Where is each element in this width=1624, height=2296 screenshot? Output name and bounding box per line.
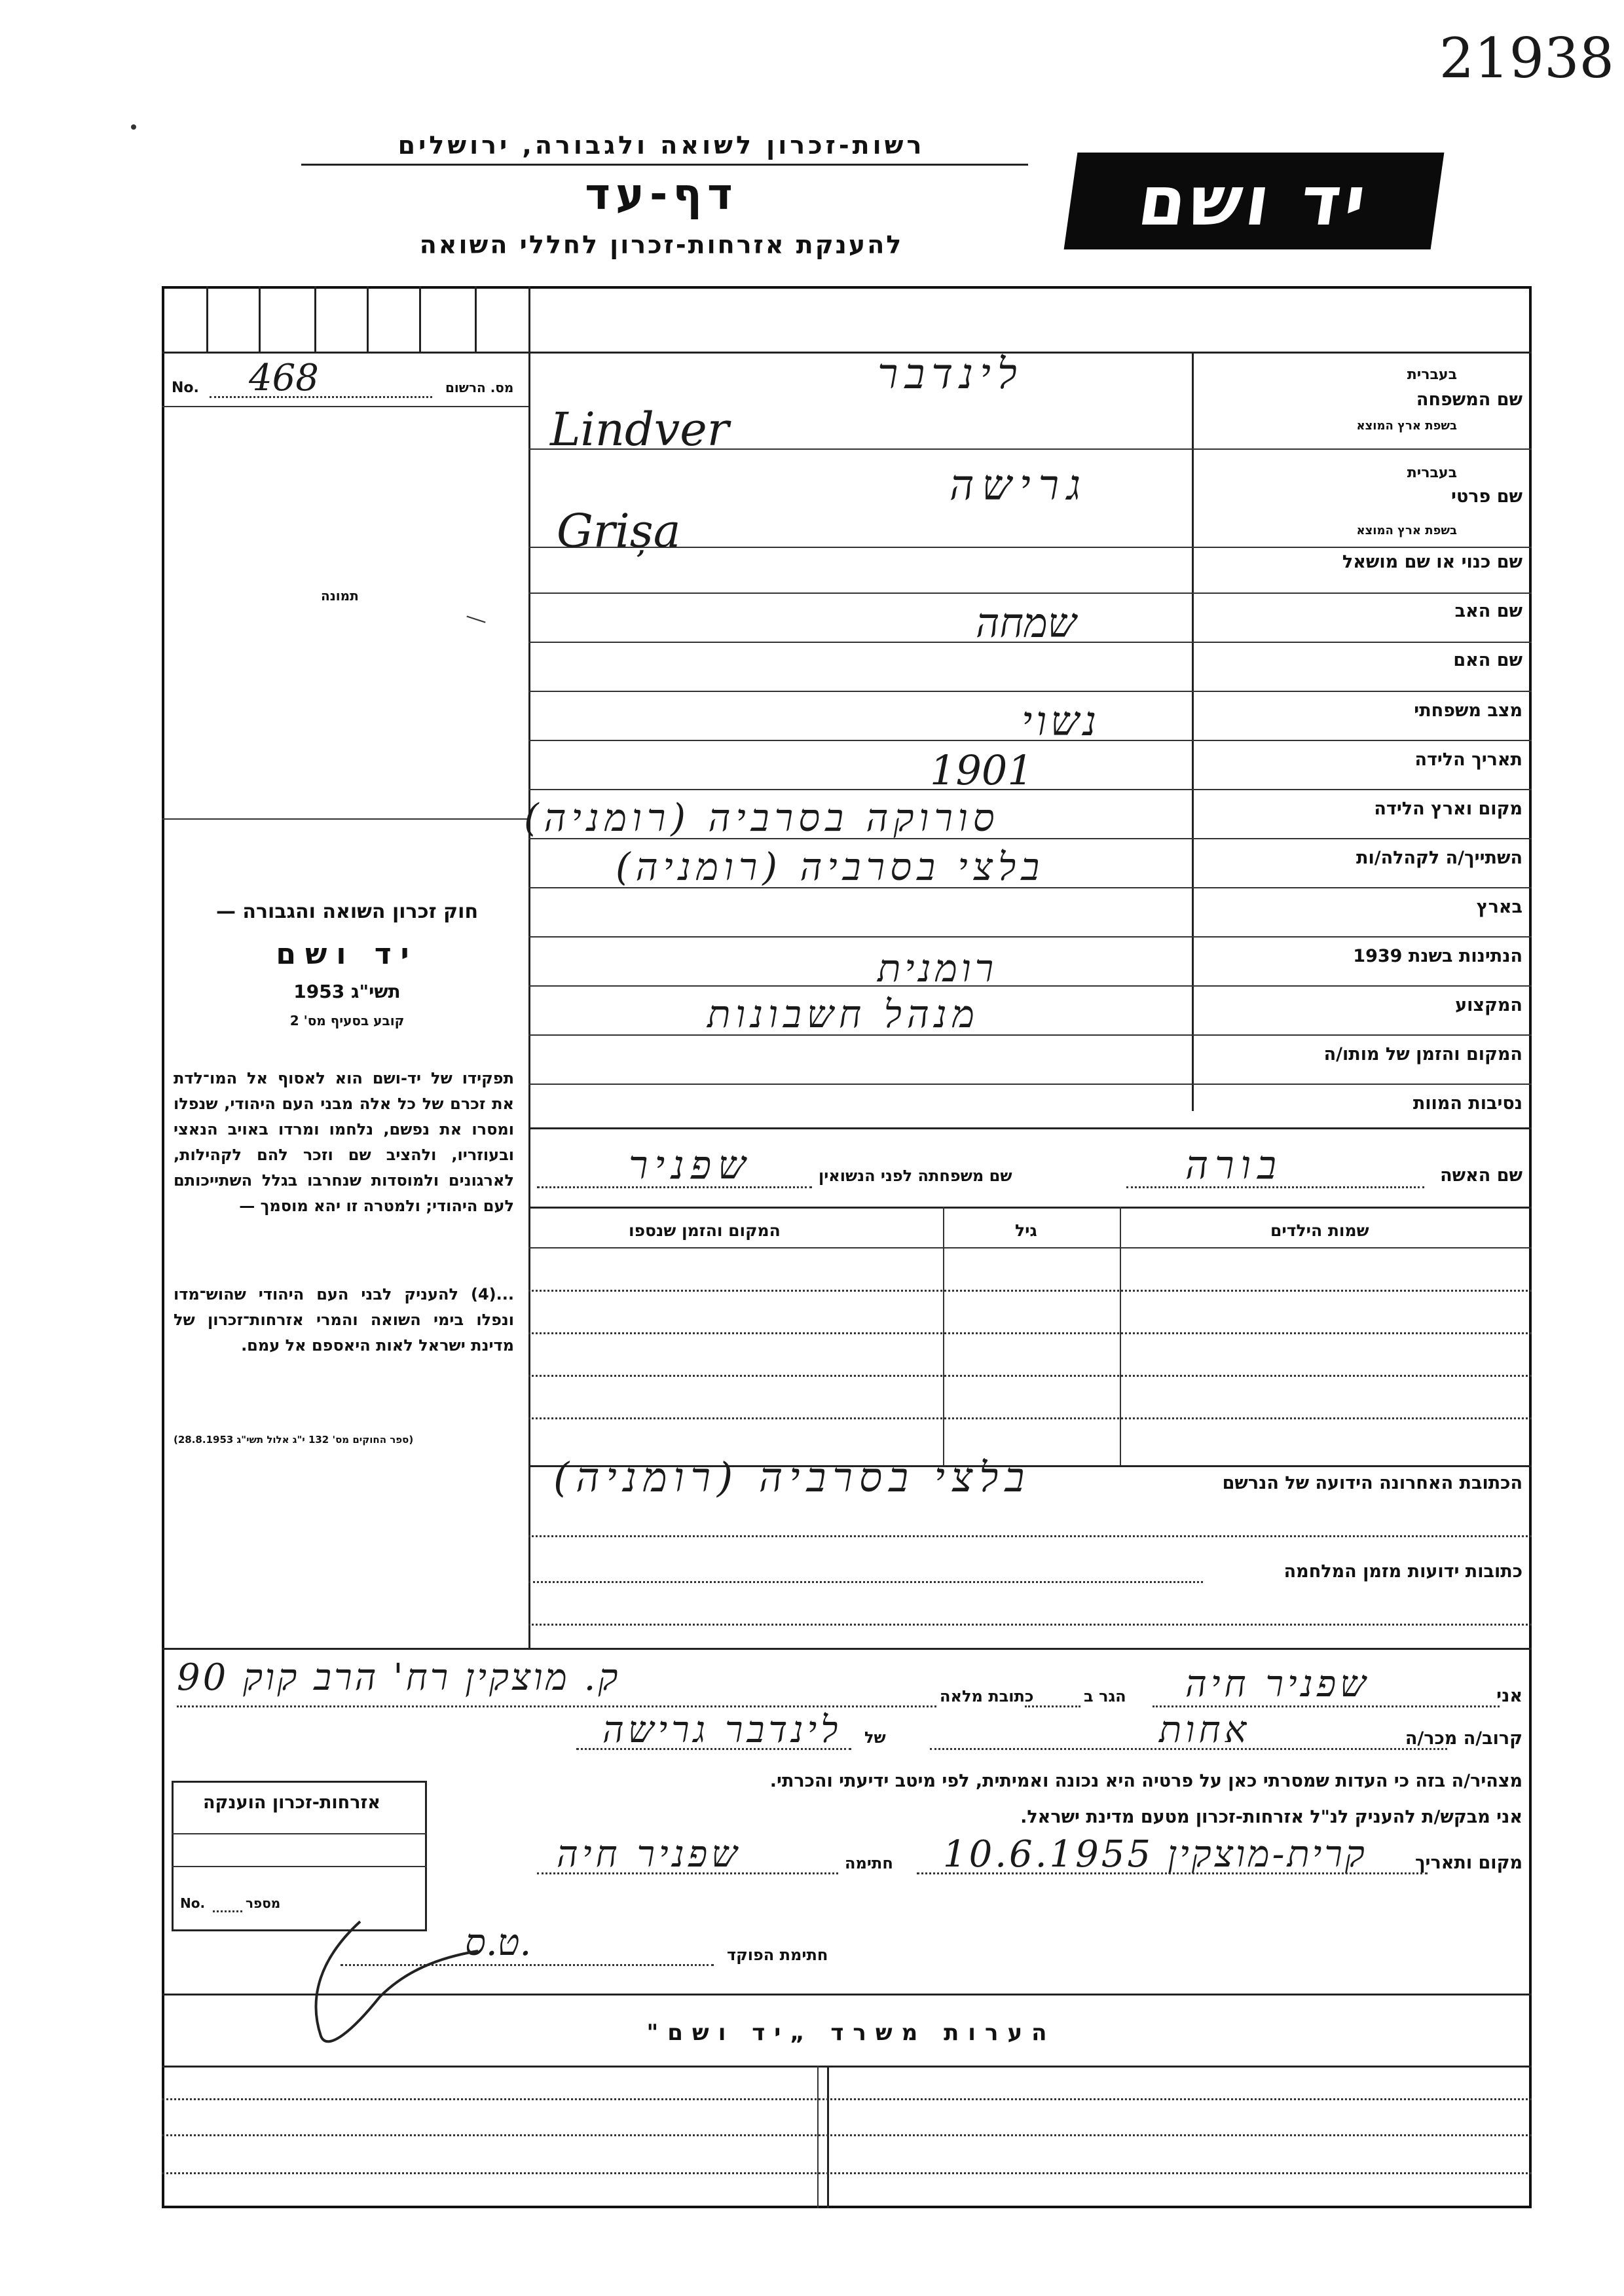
maiden-line bbox=[537, 1186, 812, 1188]
children-row bbox=[528, 1290, 1532, 1292]
declarant-address: ק. מוצקין רח' הרב קוק 90 bbox=[177, 1656, 621, 1699]
residing-line bbox=[1025, 1705, 1080, 1707]
law-name: יד ושם bbox=[276, 938, 418, 971]
photo-label: תמונה bbox=[321, 588, 359, 604]
signature-line bbox=[537, 1872, 838, 1874]
children-col-divider bbox=[1120, 1207, 1121, 1465]
law-title: חוק זכרון השואה והגבורה — bbox=[215, 900, 479, 923]
strip-tick bbox=[367, 286, 369, 352]
row-line bbox=[528, 1034, 1532, 1036]
war-address-line bbox=[528, 1581, 1203, 1583]
law-section: קובע בסעיף מס' 2 bbox=[289, 1013, 405, 1029]
of-line bbox=[576, 1748, 851, 1750]
war-address-line bbox=[528, 1624, 1532, 1626]
remarks-divider bbox=[827, 2066, 829, 2208]
address-label: כתובת מלאה bbox=[940, 1687, 1034, 1705]
maiden-name-value: שפניר bbox=[629, 1142, 752, 1188]
logo-text: יד ושם bbox=[1133, 161, 1375, 241]
strip-tick bbox=[419, 286, 421, 352]
citizenship-label: הנתינות בשנת 1939 bbox=[1353, 946, 1522, 966]
strip-tick bbox=[259, 286, 261, 352]
place-date-label: מקום ותאריך bbox=[1414, 1853, 1522, 1873]
declarant-name: שפניר חיה bbox=[1185, 1663, 1370, 1705]
children-table-top bbox=[528, 1207, 1532, 1209]
citizenship-box-number-line bbox=[213, 1910, 242, 1912]
war-addresses-label: כתובות ידועות מזמן המלחמה bbox=[1283, 1561, 1522, 1582]
remarks-line bbox=[162, 2134, 1532, 2136]
signature-value: שפניר חיה bbox=[557, 1833, 741, 1876]
row-line bbox=[528, 1084, 1532, 1085]
mother-label: שם האם bbox=[1453, 650, 1522, 670]
birth-place-label: מקום וארץ הלידה bbox=[1374, 799, 1522, 819]
relation-value: אחות bbox=[1159, 1709, 1251, 1751]
left-column-divider bbox=[528, 286, 530, 1648]
death-circumstances-label: נסיבות המוות bbox=[1412, 1093, 1522, 1114]
strip-tick bbox=[314, 286, 316, 352]
section-line bbox=[528, 1127, 1532, 1129]
label-column-divider bbox=[1192, 352, 1194, 1111]
first-name-origin-sublabel: בשפת ארץ המוצא bbox=[1356, 524, 1457, 538]
marital-value: נשוי bbox=[1022, 697, 1101, 745]
children-header-line bbox=[528, 1247, 1532, 1248]
archive-number: 21938 bbox=[1439, 26, 1614, 90]
page-title: דף-עד bbox=[585, 169, 738, 219]
citizenship-box-line bbox=[172, 1866, 427, 1867]
address-value-line bbox=[177, 1705, 936, 1707]
strip-tick bbox=[206, 286, 208, 352]
citizenship-box-title: אזרחות-זכרון הוענקה bbox=[203, 1793, 380, 1813]
row-line bbox=[528, 985, 1532, 987]
children-row bbox=[528, 1375, 1532, 1377]
first-name-hebrew-value: גרישה bbox=[950, 462, 1089, 510]
declaration-statement-2: אני מבקש/ת להעניק לנ"ל אזרחות-זכרון מטעם מדינת ישראל. bbox=[1020, 1807, 1522, 1827]
wife-label: שם האשה bbox=[1440, 1165, 1522, 1186]
law-paragraph-1: תפקידו של יד-ושם הוא לאסוף אל המו־לדת את זכרם של כל אלה מבני העם היהודי, שנפלו ומסרו את נפשם, נלחמו ומרדו באויב הנאצי ובעוזריו, ולהציב שם וזכר להם לקהילות, לארגונים ולמוסדות שנחרבו בגלל השתייכותם לעם היהודי; ולמטרה זו יהא מוסמך — bbox=[174, 1069, 514, 1215]
strip-tick bbox=[475, 286, 477, 352]
citizenship-box-line bbox=[172, 1833, 427, 1834]
children-row bbox=[528, 1332, 1532, 1334]
profession-value: מנהל חשבונות bbox=[707, 992, 980, 1036]
of-value: לינדבר גרישה bbox=[602, 1709, 842, 1751]
death-place-label: המקום והזמן של מותו/ה bbox=[1323, 1044, 1522, 1065]
children-place-header: המקום והזמן שנספו bbox=[629, 1221, 781, 1240]
children-col-divider bbox=[943, 1207, 944, 1465]
remarks-line bbox=[162, 2172, 1532, 2174]
nickname-label: שם כנוי או שם מושאל bbox=[1342, 552, 1522, 572]
family-name-hebrew-value: לינדבר bbox=[877, 350, 1024, 399]
last-address-label: הכתובת האחרונה הידועה של הנרשם bbox=[1222, 1473, 1522, 1493]
photo-divider bbox=[162, 818, 528, 820]
citizenship-value: רומנית bbox=[877, 946, 998, 991]
registration-number: 468 bbox=[249, 357, 319, 399]
family-name-origin-value: Lindver bbox=[550, 403, 729, 456]
marital-label: מצב משפחתי bbox=[1414, 701, 1522, 721]
relation-label: קרוב/ה מכר/ה bbox=[1405, 1728, 1522, 1749]
birth-place-value: סורוקה בסרביה (רומניה) bbox=[524, 795, 1000, 840]
birth-date-label: תאריך הלידה bbox=[1414, 750, 1522, 770]
citizenship-box-no: No. bbox=[180, 1895, 206, 1911]
place-date-line bbox=[917, 1872, 1428, 1874]
remarks-header-line bbox=[162, 2066, 1532, 2068]
wife-line bbox=[1126, 1186, 1424, 1188]
children-row bbox=[528, 1417, 1532, 1419]
row-line bbox=[528, 691, 1532, 692]
declaration-top-line bbox=[162, 1648, 1532, 1650]
community-label: השתייך/ה לקהלה/ות bbox=[1356, 848, 1522, 868]
officer-signature-value: ט.ס. bbox=[465, 1922, 532, 1964]
children-age-header: גיל bbox=[1015, 1221, 1037, 1240]
family-name-label: שם המשפחה bbox=[1416, 390, 1522, 410]
signature-label: חתימה bbox=[845, 1854, 893, 1872]
of-label: של bbox=[864, 1728, 886, 1747]
maiden-name-label: שם משפחתה לפני הנשואין bbox=[819, 1167, 1012, 1185]
margin-dot bbox=[131, 124, 136, 130]
page-subtitle: להענקת אזרחות-זכרון לחללי השואה bbox=[419, 230, 904, 259]
remarks-line bbox=[162, 2098, 1532, 2100]
last-address-value: בלצי בסרביה (רומניה) bbox=[553, 1453, 1031, 1501]
remarks-top-line bbox=[162, 1994, 1532, 1995]
family-name-hebrew-sublabel: בעברית bbox=[1407, 367, 1457, 383]
law-paragraph-2: ...(4) להעניק לבני העם היהודי שהוש־מדו ונפלו בימי השואה והמרי אזרחות־זכרון של מדינת ישראל לאות היאספם אל עמם. bbox=[174, 1285, 514, 1355]
residing-label: הגר ב bbox=[1084, 1687, 1126, 1705]
place-date-value: קרית-מוצקין 10.6.1955 bbox=[943, 1833, 1367, 1876]
authority-underline bbox=[301, 164, 1028, 166]
registration-line bbox=[210, 396, 432, 398]
declarant-name-line bbox=[1153, 1705, 1500, 1707]
row-line bbox=[528, 592, 1532, 594]
family-name-origin-sublabel: בשפת ארץ המוצא bbox=[1356, 419, 1457, 433]
community-value: בלצי בסרביה (רומניה) bbox=[616, 845, 1045, 889]
top-strip-line bbox=[162, 352, 1532, 354]
first-name-hebrew-sublabel: בעברית bbox=[1407, 465, 1457, 481]
address-line bbox=[528, 1535, 1532, 1537]
wife-value: בורה bbox=[1185, 1142, 1283, 1188]
relation-line bbox=[930, 1748, 1447, 1750]
profession-label: המקצוע bbox=[1455, 995, 1522, 1015]
remarks-title: הערות משרד „יד ושם" bbox=[646, 2020, 1056, 2046]
children-names-header: שמות הילדים bbox=[1270, 1221, 1369, 1240]
law-year: תשי"ג 1953 bbox=[293, 981, 401, 1002]
father-value: שמחה bbox=[976, 599, 1077, 647]
declaration-statement-1: מצהיר/ה בזה כי העדות שמסרתי כאן על פרטיה היא נכונה ואמיתית, לפי מיטב ידיעתי והכרתי. bbox=[769, 1771, 1522, 1791]
yad-vashem-logo bbox=[1064, 153, 1445, 249]
birth-date-value: 1901 bbox=[930, 746, 1033, 794]
first-name-origin-value: Grișa bbox=[557, 504, 681, 558]
registration-no: No. bbox=[172, 380, 199, 396]
registration-label: מס. הרשום bbox=[445, 380, 514, 395]
remarks-divider bbox=[817, 2066, 819, 2208]
country-label: בארץ bbox=[1476, 897, 1522, 917]
officer-signature-label: חתימת הפוקד bbox=[727, 1946, 828, 1964]
first-name-label: שם פרטי bbox=[1451, 486, 1522, 507]
citizenship-box-number-label: מספר bbox=[246, 1895, 281, 1911]
declarant-i-label: אני bbox=[1496, 1686, 1522, 1706]
row-line bbox=[528, 936, 1532, 938]
authority-name: רשות-זכרון לשואה ולגבורה, ירושלים bbox=[397, 131, 925, 160]
law-footnote: (ספר החוקים מס' 132 י"ג אלול תשי"ג 28.8.1953) bbox=[174, 1434, 414, 1446]
registration-divider bbox=[162, 406, 528, 407]
father-label: שם האב bbox=[1454, 601, 1522, 621]
